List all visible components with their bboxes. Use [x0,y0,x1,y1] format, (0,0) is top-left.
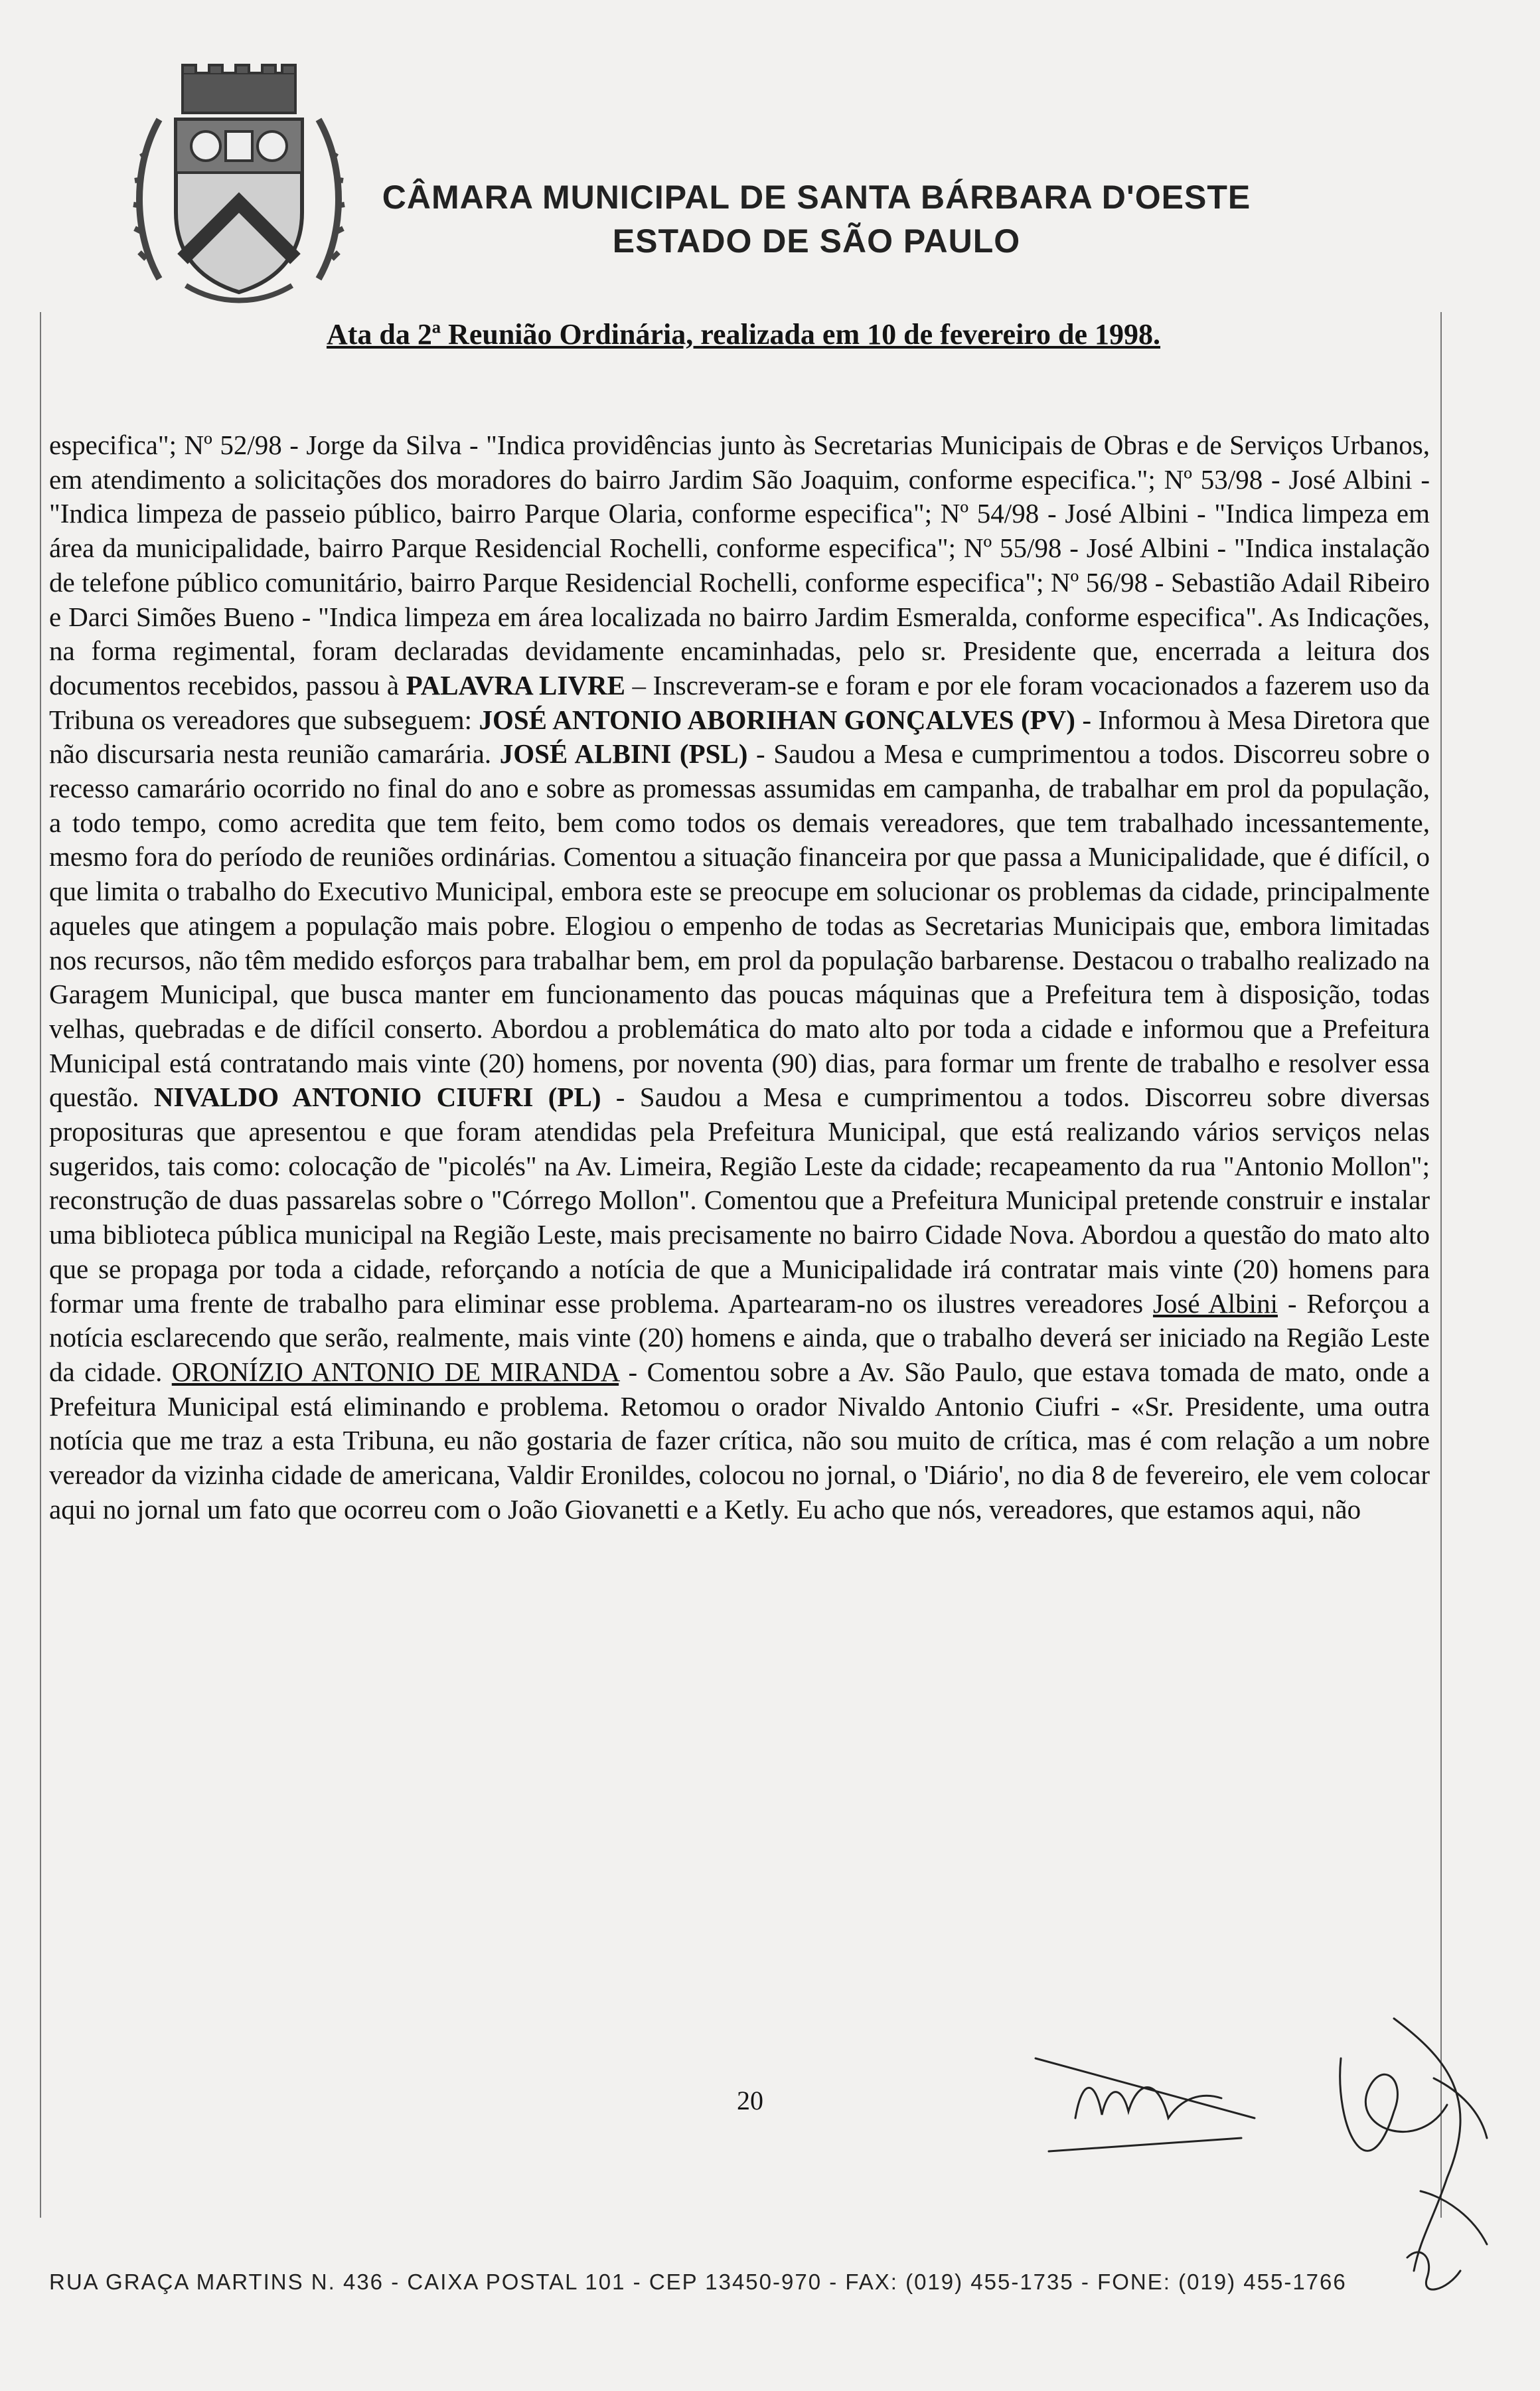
body-text-1: especifica"; Nº 52/98 - Jorge da Silva - "Indica providências junto às Secretarias Municipais de Obras e de Serviços Urbanos, em atendimento a solicitações dos moradores do bairro Jardim São Joaquim, conforme especifica."; Nº 53/98 - José Albini - "Indica limpeza de passeio público, bairro Parque Olaria, conforme especifica"; Nº 54/98 - José Albini - "Indica limpeza em área da municipalidade, bairro Parque Residencial Rochelli, conforme especifica"; Nº 55/98 - José Albini - "Indica instalação de telefone público comunitário, bairro Parque Residencial Rochelli, conforme especifica"; Nº 56/98 - Sebastião Adail Ribeiro e Darci Simões Bueno - "Indica limpeza em área localizada no bairro Jardim Esmeralda, conforme especifica". As Indicações, na forma regimental, foram declaradas devidamente encaminhadas, pelo sr. Presidente que, encerrada a leitura dos documentos recebidos, passou à [49,430,1430,701]
left-margin-rule [40,312,41,2218]
handwritten-signatures [1022,1979,1500,2311]
minutes-body [49,428,1430,1527]
body-text-7: - Comentou sobre a Av. São Paulo, que estava tomada de mato, onde a Prefeitura Municipal está eliminando e problema. Retomou o orador Nivaldo Antonio Ciufri - «Sr. Presidente, uma outra notícia que me traz a esta Tribuna, eu não gostaria de fazer crítica, não sou muito de crítica, mas é com relação a um nobre vereador da vizinha cidade de americana, Valdir Eronildes, colocou no jornal, o 'Diário', no dia 8 de fevereiro, ele vem colocar aqui no jornal um fato que ocorreu com o João Giovanetti e a Ketly. Eu acho que nós, vereadores, que estamos aqui, não [49,1356,1430,1525]
coat-of-arms-icon [119,60,358,312]
body-text-4: - Saudou a Mesa e cumprimentou a todos. Discorreu sobre o recesso camarário ocorrido no final do ano e sobre as promessas assumidas em campanha, de trabalhar em prol da população, a todo tempo, como acredita que tem feito, bem como todos os demais vereadores, que tem trabalhado incessantemente, mesmo fora do período de reuniões ordinárias. Comentou a situação financeira por que passa a Municipalidade, que é difícil, o que limita o trabalho do Executivo Municipal, embora este se preocupe em solucionar os problemas da cidade, principalmente aqueles que atingem a população mais pobre. Elogiou o empenho de todas as Secretarias Municipais que, embora limitadas nos recursos, não têm medido esforços para trabalhar bem, em prol da população barbarense. Destacou o trabalho realizado na Garagem Municipal, que busca manter em funcionamento das poucas máquinas que a Prefeitura tem à disposição, todas velhas, quebradas e de difícil conserto. Abordou a problemática do mato alto por toda a cidade e informou que a Prefeitura Municipal está contratando mais vinte (20) homens, por noventa (90) dias, para formar um frente de trabalho e resolver essa questão. [49,738,1430,1113]
body-text-2: – Inscreveram-se e foram e por ele foram vocacionados a fazerem uso da Tribuna os vereadores que subseguem: [49,669,1430,735]
minutes-title: Ata da 2ª Reunião Ordinária, realizada em 10 de fevereiro de 1998. [326,318,1161,351]
speaker-name: JOSÉ ALBINI (PSL) [499,738,748,770]
body-text-6: - Reforçou a notícia esclarecendo que serão, realmente, mais vinte (20) homens e ainda, que o trabalho deverá ser iniciado na Região Leste da cidade. [49,1287,1430,1387]
aparte-name: ORONÍZIO ANTONIO DE MIRANDA [171,1356,619,1387]
right-margin-rule [1440,312,1442,2218]
institution-name: CÂMARA MUNICIPAL DE SANTA BÁRBARA D'OESTE [382,179,1251,216]
institution-state: ESTADO DE SÃO PAULO [612,222,1021,260]
body-text-5: - Saudou a Mesa e cumprimentou a todos. Discorreu sobre diversas proposituras que apresentou e que foram atendidas pela Prefeitura Municipal, que está realizando vários serviços nelas sugeridos, tais como: colocação de "picolés" na Av. Limeira, Região Leste da cidade; recapeamento da rua "Antonio Mollon"; reconstrução de duas passarelas sobre o "Córrego Mollon". Comentou que a Prefeitura Municipal pretende construir e instalar uma biblioteca pública municipal na Região Leste, mais precisamente no bairro Cidade Nova. Abordou a questão do mato alto que se propaga por toda a cidade, reforçando a notícia de que a Municipalidade irá contratar mais vinte (20) homens para formar uma frente de trabalho para eliminar esse problema. Apartearam-no os ilustres vereadores [49,1082,1430,1319]
aparte-name: José Albini [1152,1287,1278,1319]
speaker-name: JOSÉ ANTONIO ABORIHAN GONÇALVES (PV) [479,704,1075,735]
footer-address: RUA GRAÇA MARTINS N. 436 - CAIXA POSTAL 101 - CEP 13450-970 - FAX: (019) 455-1735 - FONE: (019) 455-1766 [49,2269,1347,2294]
speaker-name: NIVALDO ANTONIO CIUFRI (PL) [153,1082,601,1113]
body-text-3: - Informou à Mesa Diretora que não discursaria nesta reunião camarária. [49,704,1430,770]
institution-header [345,178,1288,260]
palavra-livre-heading: PALAVRA LIVRE [406,669,625,701]
page-number: 20 [737,2086,763,2115]
